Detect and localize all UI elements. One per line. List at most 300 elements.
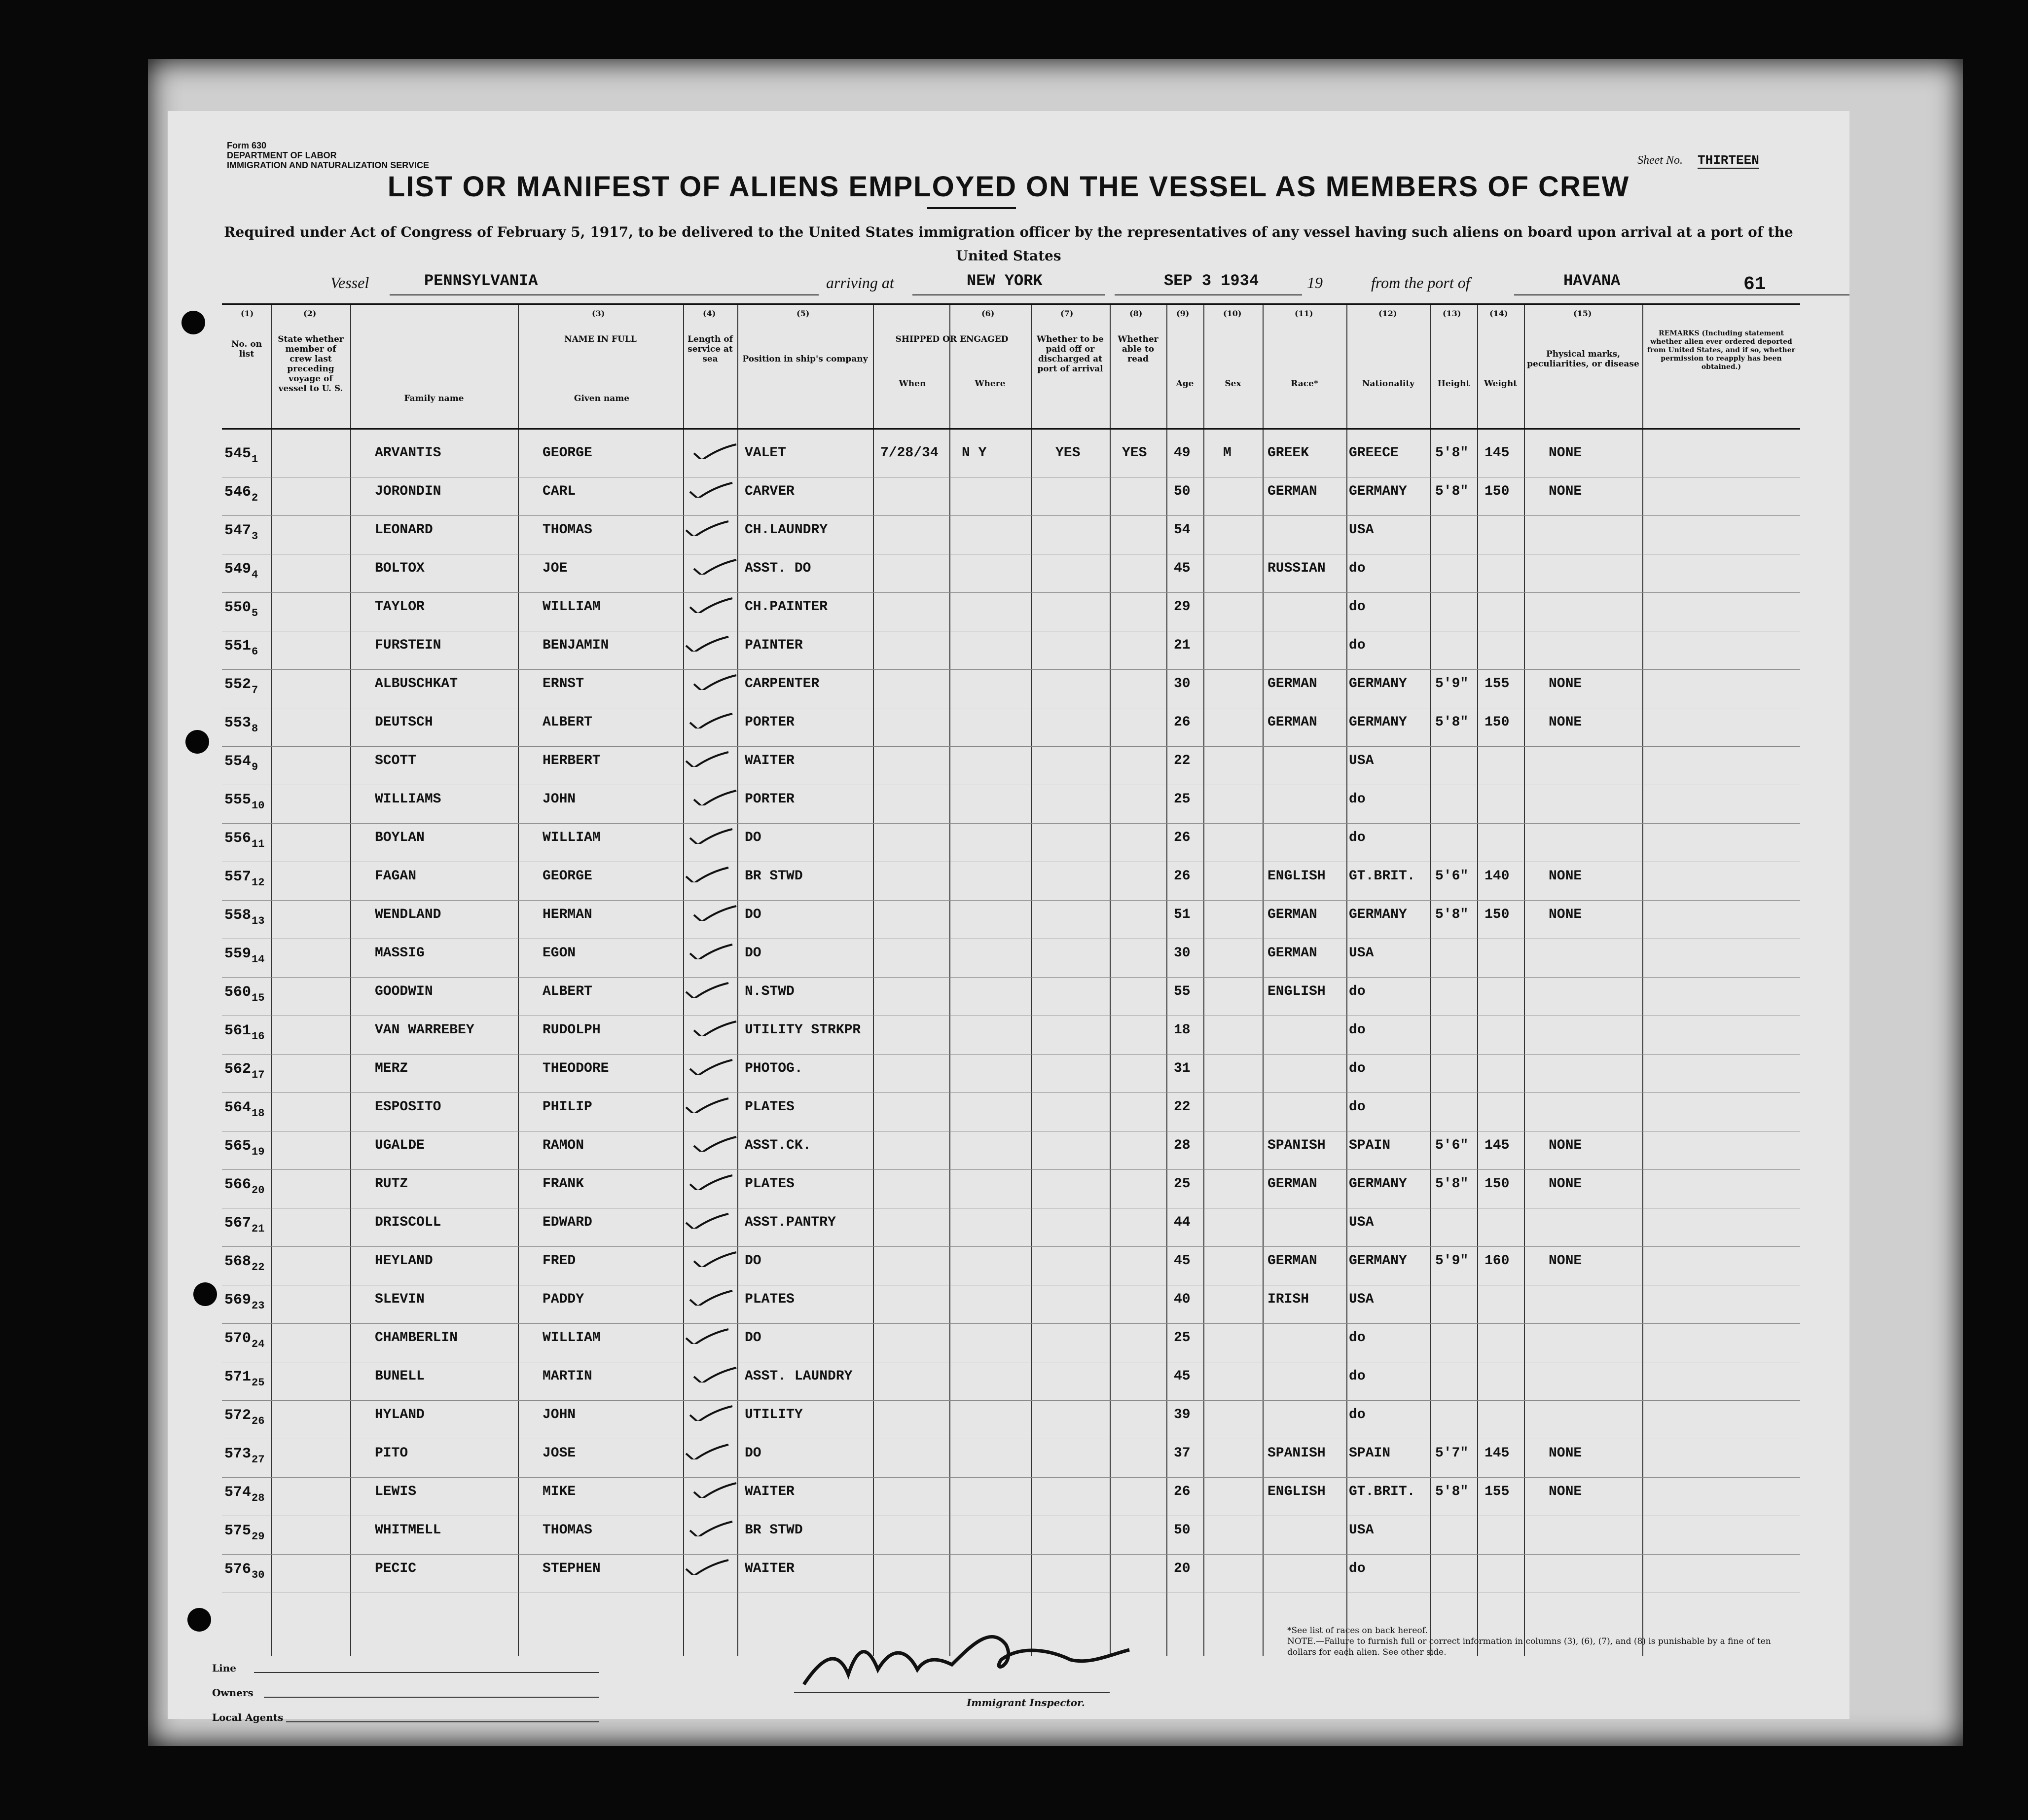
row-rule bbox=[222, 1169, 1800, 1170]
race-cell: GERMAN bbox=[1268, 715, 1317, 730]
punch-hole bbox=[193, 1282, 217, 1306]
column-rule bbox=[1430, 305, 1431, 1656]
line-index: 1 bbox=[252, 453, 258, 466]
column-number: (3) bbox=[592, 309, 605, 318]
row-rule bbox=[222, 1400, 1800, 1401]
check-stroke bbox=[686, 1329, 728, 1344]
family-name-cell: WHITMELL bbox=[375, 1523, 441, 1538]
check-mark bbox=[689, 1058, 733, 1075]
age-cell: 25 bbox=[1174, 1330, 1191, 1346]
given-name-cell: HERBERT bbox=[543, 753, 601, 768]
line-label: Line bbox=[212, 1662, 236, 1674]
column-number: (6) bbox=[981, 309, 995, 318]
list-number: 573 bbox=[224, 1446, 252, 1462]
given-name-cell: EDWARD bbox=[543, 1215, 592, 1230]
line-index: 8 bbox=[252, 723, 258, 735]
punch-hole bbox=[185, 730, 209, 754]
line-index: 6 bbox=[252, 646, 258, 658]
check-mark bbox=[689, 1404, 733, 1421]
family-name-cell: SLEVIN bbox=[375, 1292, 425, 1307]
race-cell: GERMAN bbox=[1268, 946, 1317, 961]
from-port-label: from the port of bbox=[1371, 274, 1470, 291]
owners-label: Owners bbox=[212, 1687, 254, 1699]
sheet-number: THIRTEEN bbox=[1697, 153, 1759, 168]
header-name-in-full: NAME IN FULL bbox=[564, 334, 637, 344]
nationality-cell: do bbox=[1349, 1407, 1366, 1422]
weight-cell: 150 bbox=[1485, 1176, 1510, 1192]
height-cell: 5'6" bbox=[1435, 1138, 1469, 1153]
footnote bbox=[1287, 1625, 1780, 1658]
column-number: (7) bbox=[1060, 309, 1074, 318]
row-rule bbox=[222, 900, 1800, 901]
physical-marks-cell: NONE bbox=[1549, 676, 1582, 692]
row-rule bbox=[222, 1246, 1800, 1247]
arriving-port: NEW YORK bbox=[967, 272, 1043, 290]
nationality-cell: GT.BRIT. bbox=[1349, 1484, 1415, 1499]
race-cell: GERMAN bbox=[1268, 1176, 1317, 1192]
inspector-label: Immigrant Inspector. bbox=[967, 1697, 1085, 1709]
given-name-cell: JOE bbox=[543, 561, 568, 576]
family-name-cell: LEONARD bbox=[375, 522, 433, 538]
weight-cell: 160 bbox=[1485, 1253, 1510, 1269]
check-stroke bbox=[686, 868, 728, 882]
physical-marks-cell: NONE bbox=[1549, 869, 1582, 884]
family-name-cell: DRISCOLL bbox=[375, 1215, 441, 1230]
given-name-cell: THOMAS bbox=[543, 522, 592, 538]
header-length-of-service: Length of service at sea bbox=[688, 334, 733, 364]
weight-cell: 150 bbox=[1485, 907, 1510, 922]
nationality-cell: GERMANY bbox=[1349, 1176, 1407, 1192]
line-underline bbox=[254, 1672, 599, 1673]
height-cell: 5'9" bbox=[1435, 1253, 1469, 1269]
nationality-cell: USA bbox=[1349, 1292, 1374, 1307]
given-name-cell: WILLIAM bbox=[543, 1330, 601, 1346]
check-mark bbox=[693, 789, 737, 805]
header-age: Age bbox=[1176, 379, 1194, 389]
header-when: When bbox=[899, 379, 926, 389]
check-stroke bbox=[694, 560, 736, 575]
given-name-cell: RUDOLPH bbox=[543, 1022, 601, 1038]
from-port-underline bbox=[1514, 294, 1849, 295]
height-cell: 5'8" bbox=[1435, 907, 1469, 922]
race-cell: GERMAN bbox=[1268, 1253, 1317, 1269]
column-number: (8) bbox=[1129, 309, 1143, 318]
line-index: 23 bbox=[252, 1300, 265, 1312]
nationality-cell: USA bbox=[1349, 1215, 1374, 1230]
family-name-cell: LEWIS bbox=[375, 1484, 417, 1499]
column-rule bbox=[1203, 305, 1204, 1656]
arrival-date: SEP 3 1934 bbox=[1164, 272, 1259, 290]
family-name-cell: HYLAND bbox=[375, 1407, 425, 1422]
check-mark bbox=[693, 1135, 737, 1152]
arriving-underline bbox=[912, 294, 1105, 295]
signature-line bbox=[794, 1692, 1110, 1693]
position-cell: VALET bbox=[745, 445, 787, 461]
height-cell: 5'7" bbox=[1435, 1446, 1469, 1461]
check-stroke bbox=[690, 1522, 732, 1536]
vessel-label: Vessel bbox=[330, 274, 369, 291]
check-mark bbox=[693, 558, 737, 575]
age-cell: 22 bbox=[1174, 753, 1191, 768]
age-cell: 37 bbox=[1174, 1446, 1191, 1461]
column-rule bbox=[737, 305, 738, 1656]
row-rule bbox=[222, 1477, 1800, 1478]
agents-underline bbox=[286, 1721, 599, 1722]
column-number: (9) bbox=[1176, 309, 1190, 318]
age-cell: 54 bbox=[1174, 522, 1191, 538]
check-mark bbox=[689, 596, 733, 613]
nationality-cell: do bbox=[1349, 1561, 1366, 1576]
check-mark bbox=[693, 1250, 737, 1267]
check-mark bbox=[689, 712, 733, 728]
column-number: (4) bbox=[703, 309, 716, 318]
height-cell: 5'6" bbox=[1435, 869, 1469, 884]
position-cell: CH.LAUNDRY bbox=[745, 522, 828, 538]
family-name-cell: VAN WARREBEY bbox=[375, 1022, 474, 1038]
age-cell: 44 bbox=[1174, 1215, 1191, 1230]
position-cell: ASST. DO bbox=[745, 561, 811, 576]
row-rule bbox=[222, 1092, 1800, 1093]
line-index: 25 bbox=[252, 1377, 265, 1389]
family-name-cell: ARVANTIS bbox=[375, 445, 441, 461]
check-stroke bbox=[694, 1368, 736, 1383]
list-number: 545 bbox=[224, 445, 252, 462]
form-header-block bbox=[227, 141, 429, 170]
header-race: Race* bbox=[1291, 379, 1318, 389]
list-number: 570 bbox=[224, 1330, 252, 1347]
column-rule bbox=[350, 305, 351, 1656]
nationality-cell: USA bbox=[1349, 753, 1374, 768]
position-cell: WAITER bbox=[745, 1561, 795, 1576]
nationality-cell: do bbox=[1349, 984, 1366, 999]
weight-cell: 145 bbox=[1485, 445, 1510, 461]
given-name-cell: ALBERT bbox=[543, 984, 592, 999]
column-number: (12) bbox=[1378, 309, 1397, 318]
family-name-cell: TAYLOR bbox=[375, 599, 425, 615]
check-stroke bbox=[686, 1445, 728, 1459]
line-index: 24 bbox=[252, 1338, 265, 1350]
list-number: 558 bbox=[224, 907, 252, 924]
column-rule bbox=[1031, 305, 1032, 1656]
physical-marks-cell: NONE bbox=[1549, 484, 1582, 499]
page-subtitle: Required under Act of Congress of February 5, 1917, to be delivered to the United States immigration officer by the representatives of any vessel having such aliens on board upon arrival at a port of the United States bbox=[224, 224, 1793, 264]
family-name-cell: ALBUSCHKAT bbox=[375, 676, 458, 692]
check-mark bbox=[693, 1366, 737, 1383]
physical-marks-cell: NONE bbox=[1549, 1446, 1582, 1461]
list-number: 551 bbox=[224, 638, 252, 655]
date-underline bbox=[1115, 294, 1302, 295]
column-number: (5) bbox=[797, 309, 810, 318]
column-rule bbox=[518, 305, 519, 1656]
nationality-cell: do bbox=[1349, 638, 1366, 653]
height-cell: 5'9" bbox=[1435, 676, 1469, 692]
race-cell: ENGLISH bbox=[1268, 1484, 1326, 1499]
list-number: 567 bbox=[224, 1215, 252, 1232]
check-mark bbox=[693, 904, 737, 921]
year-label: 19 bbox=[1307, 274, 1323, 291]
header-weight: Weight bbox=[1484, 379, 1518, 389]
family-name-cell: PITO bbox=[375, 1446, 408, 1461]
age-cell: 21 bbox=[1174, 638, 1191, 653]
physical-marks-cell: NONE bbox=[1549, 1484, 1582, 1499]
given-name-cell: PADDY bbox=[543, 1292, 584, 1307]
age-cell: 29 bbox=[1174, 599, 1191, 615]
header-rule bbox=[222, 428, 1800, 430]
given-name-cell: BENJAMIN bbox=[543, 638, 609, 653]
check-stroke bbox=[694, 1483, 736, 1498]
physical-marks-cell: NONE bbox=[1549, 1138, 1582, 1153]
family-name-cell: BUNELL bbox=[375, 1369, 425, 1384]
vessel-underline bbox=[390, 294, 819, 295]
age-cell: 26 bbox=[1174, 1484, 1191, 1499]
family-name-cell: FURSTEIN bbox=[375, 638, 441, 653]
row-rule bbox=[222, 977, 1800, 978]
able-to-read-cell: YES bbox=[1122, 445, 1147, 461]
inspector-signature bbox=[794, 1615, 1139, 1704]
check-mark bbox=[685, 981, 729, 998]
race-cell: ENGLISH bbox=[1268, 869, 1326, 884]
given-name-cell: PHILIP bbox=[543, 1099, 592, 1115]
department-label: DEPARTMENT OF LABOR bbox=[227, 150, 337, 160]
line-index: 4 bbox=[252, 569, 258, 581]
check-stroke bbox=[686, 983, 728, 998]
list-number: 547 bbox=[224, 522, 252, 539]
nationality-cell: GERMANY bbox=[1349, 484, 1407, 499]
weight-cell: 150 bbox=[1485, 484, 1510, 499]
family-name-cell: RUTZ bbox=[375, 1176, 408, 1192]
nationality-cell: GREECE bbox=[1349, 445, 1399, 461]
position-cell: PORTER bbox=[745, 715, 795, 730]
list-number: 568 bbox=[224, 1253, 252, 1270]
age-cell: 50 bbox=[1174, 484, 1191, 499]
list-number: 576 bbox=[224, 1561, 252, 1578]
position-cell: ASST. LAUNDRY bbox=[745, 1369, 853, 1384]
list-number: 561 bbox=[224, 1022, 252, 1039]
family-name-cell: BOYLAN bbox=[375, 830, 425, 845]
column-number: (13) bbox=[1443, 309, 1461, 318]
punch-hole bbox=[181, 311, 205, 334]
check-stroke bbox=[690, 945, 732, 959]
check-stroke bbox=[686, 1560, 728, 1575]
age-cell: 30 bbox=[1174, 676, 1191, 692]
line-index: 20 bbox=[252, 1184, 265, 1197]
position-cell: BR STWD bbox=[745, 1523, 803, 1538]
header-shipped-engaged: SHIPPED OR ENGAGED bbox=[895, 334, 1009, 344]
check-mark bbox=[693, 1019, 737, 1036]
position-cell: CARPENTER bbox=[745, 676, 820, 692]
age-cell: 50 bbox=[1174, 1523, 1191, 1538]
check-mark bbox=[685, 1443, 729, 1459]
family-name-cell: BOLTOX bbox=[375, 561, 425, 576]
line-index: 28 bbox=[252, 1492, 265, 1504]
check-stroke bbox=[694, 675, 736, 690]
check-stroke bbox=[694, 906, 736, 921]
row-rule bbox=[222, 746, 1800, 747]
line-index: 15 bbox=[252, 992, 265, 1004]
physical-marks-cell: NONE bbox=[1549, 445, 1582, 461]
position-cell: UTILITY STRKPR bbox=[745, 1022, 861, 1038]
race-cell: GERMAN bbox=[1268, 676, 1317, 692]
title-rule bbox=[927, 207, 1016, 209]
age-cell: 31 bbox=[1174, 1061, 1191, 1076]
family-name-cell: WENDLAND bbox=[375, 907, 441, 922]
check-stroke bbox=[686, 1214, 728, 1229]
nationality-cell: USA bbox=[1349, 1523, 1374, 1538]
list-number: 553 bbox=[224, 715, 252, 731]
position-cell: PLATES bbox=[745, 1099, 795, 1115]
nationality-cell: do bbox=[1349, 792, 1366, 807]
race-cell: IRISH bbox=[1268, 1292, 1309, 1307]
local-agents-label: Local Agents bbox=[212, 1711, 284, 1723]
check-mark bbox=[689, 1520, 733, 1536]
line-index: 21 bbox=[252, 1223, 265, 1235]
family-name-cell: JORONDIN bbox=[375, 484, 441, 499]
check-stroke bbox=[686, 521, 728, 536]
check-stroke bbox=[690, 714, 732, 728]
nationality-cell: do bbox=[1349, 830, 1366, 845]
row-rule bbox=[222, 1054, 1800, 1055]
given-name-cell: JOHN bbox=[543, 1407, 576, 1422]
position-cell: PORTER bbox=[745, 792, 795, 807]
race-cell: GREEK bbox=[1268, 445, 1309, 461]
column-number: (11) bbox=[1295, 309, 1313, 318]
weight-cell: 145 bbox=[1485, 1446, 1510, 1461]
list-number: 549 bbox=[224, 561, 252, 578]
page-title: LIST OR MANIFEST OF ALIENS EMPLOYED ON THE VESSEL AS MEMBERS OF CREW bbox=[387, 171, 1630, 203]
race-cell: RUSSIAN bbox=[1268, 561, 1326, 576]
column-rule bbox=[1524, 305, 1525, 1656]
list-number: 552 bbox=[224, 676, 252, 693]
check-mark bbox=[685, 866, 729, 882]
list-number: 564 bbox=[224, 1099, 252, 1116]
given-name-cell: CARL bbox=[543, 484, 576, 499]
column-rule bbox=[271, 305, 272, 1656]
header-given-name: Given name bbox=[574, 394, 630, 403]
list-number: 559 bbox=[224, 946, 252, 962]
family-name-cell: DEUTSCH bbox=[375, 715, 433, 730]
header-able-to-read: Whether able to read bbox=[1118, 334, 1159, 364]
nationality-cell: GERMANY bbox=[1349, 676, 1407, 692]
check-stroke bbox=[690, 1291, 732, 1306]
given-name-cell: GEORGE bbox=[543, 445, 592, 461]
column-rule bbox=[1642, 305, 1643, 1656]
check-mark bbox=[689, 943, 733, 959]
family-name-cell: FAGAN bbox=[375, 869, 417, 884]
age-cell: 45 bbox=[1174, 1253, 1191, 1269]
physical-marks-cell: NONE bbox=[1549, 1176, 1582, 1192]
header-height: Height bbox=[1437, 379, 1470, 389]
given-name-cell: MIKE bbox=[543, 1484, 576, 1499]
check-stroke bbox=[694, 1021, 736, 1036]
list-number: 565 bbox=[224, 1138, 252, 1155]
shipped-when-cell: 7/28/34 bbox=[880, 445, 939, 461]
header-remarks: REMARKS (Including statement whether alien ever ordered deported from United States, and if so, whether permission to reapply has been obtained.) bbox=[1647, 329, 1795, 371]
punch-hole bbox=[187, 1608, 211, 1632]
list-number: 575 bbox=[224, 1523, 252, 1539]
column-rule bbox=[1477, 305, 1478, 1656]
position-cell: DO bbox=[745, 830, 761, 845]
physical-marks-cell: NONE bbox=[1549, 715, 1582, 730]
given-name-cell: ALBERT bbox=[543, 715, 592, 730]
age-cell: 25 bbox=[1174, 1176, 1191, 1192]
given-name-cell: EGON bbox=[543, 946, 576, 961]
age-cell: 45 bbox=[1174, 1369, 1191, 1384]
line-index: 29 bbox=[252, 1530, 265, 1543]
given-name-cell: MARTIN bbox=[543, 1369, 592, 1384]
line-index: 18 bbox=[252, 1107, 265, 1120]
position-cell: N.STWD bbox=[745, 984, 795, 999]
column-rule bbox=[1346, 305, 1347, 1656]
check-stroke bbox=[686, 752, 728, 767]
age-cell: 39 bbox=[1174, 1407, 1191, 1422]
race-cell: GERMAN bbox=[1268, 907, 1317, 922]
list-number: 560 bbox=[224, 984, 252, 1001]
age-cell: 30 bbox=[1174, 946, 1191, 961]
weight-cell: 155 bbox=[1485, 676, 1510, 692]
given-name-cell: JOSE bbox=[543, 1446, 576, 1461]
check-stroke bbox=[694, 791, 736, 805]
given-name-cell: FRANK bbox=[543, 1176, 584, 1192]
list-number: 557 bbox=[224, 869, 252, 885]
age-cell: 26 bbox=[1174, 830, 1191, 845]
form-number: Form 630 bbox=[227, 141, 267, 150]
manifest-page bbox=[168, 111, 1849, 1723]
sex-cell: M bbox=[1223, 445, 1231, 461]
list-number: 566 bbox=[224, 1176, 252, 1193]
list-number: 550 bbox=[224, 599, 252, 616]
position-cell: DO bbox=[745, 1330, 761, 1346]
header-no-on-list: No. on list bbox=[231, 339, 262, 359]
column-rule bbox=[1110, 305, 1111, 1656]
line-index: 3 bbox=[252, 530, 258, 543]
check-stroke bbox=[690, 598, 732, 613]
family-name-cell: HEYLAND bbox=[375, 1253, 433, 1269]
line-index: 22 bbox=[252, 1261, 265, 1274]
column-number: (15) bbox=[1573, 309, 1592, 318]
column-number: (10) bbox=[1223, 309, 1242, 318]
age-cell: 45 bbox=[1174, 561, 1191, 576]
paid-off-cell: YES bbox=[1055, 445, 1081, 461]
column-number: (1) bbox=[241, 309, 254, 318]
check-stroke bbox=[686, 1098, 728, 1113]
nationality-cell: do bbox=[1349, 599, 1366, 615]
age-cell: 26 bbox=[1174, 715, 1191, 730]
position-cell: PHOTOG. bbox=[745, 1061, 803, 1076]
line-index: 16 bbox=[252, 1030, 265, 1043]
column-rule bbox=[873, 305, 874, 1656]
check-stroke bbox=[694, 1137, 736, 1152]
position-cell: DO bbox=[745, 907, 761, 922]
list-number: 554 bbox=[224, 753, 252, 770]
given-name-cell: JOHN bbox=[543, 792, 576, 807]
height-cell: 5'8" bbox=[1435, 484, 1469, 499]
weight-cell: 140 bbox=[1485, 869, 1510, 884]
position-cell: WAITER bbox=[745, 753, 795, 768]
list-number: 574 bbox=[224, 1484, 252, 1501]
age-cell: 26 bbox=[1174, 869, 1191, 884]
line-index: 12 bbox=[252, 876, 265, 889]
nationality-cell: do bbox=[1349, 561, 1366, 576]
family-name-cell: GOODWIN bbox=[375, 984, 433, 999]
column-rule bbox=[1166, 305, 1167, 1656]
check-mark bbox=[685, 635, 729, 652]
given-name-cell: THEODORE bbox=[543, 1061, 609, 1076]
check-stroke bbox=[690, 1060, 732, 1075]
check-stroke bbox=[686, 637, 728, 652]
check-mark bbox=[685, 1327, 729, 1344]
line-index: 17 bbox=[252, 1069, 265, 1081]
race-cell: GERMAN bbox=[1268, 484, 1317, 499]
